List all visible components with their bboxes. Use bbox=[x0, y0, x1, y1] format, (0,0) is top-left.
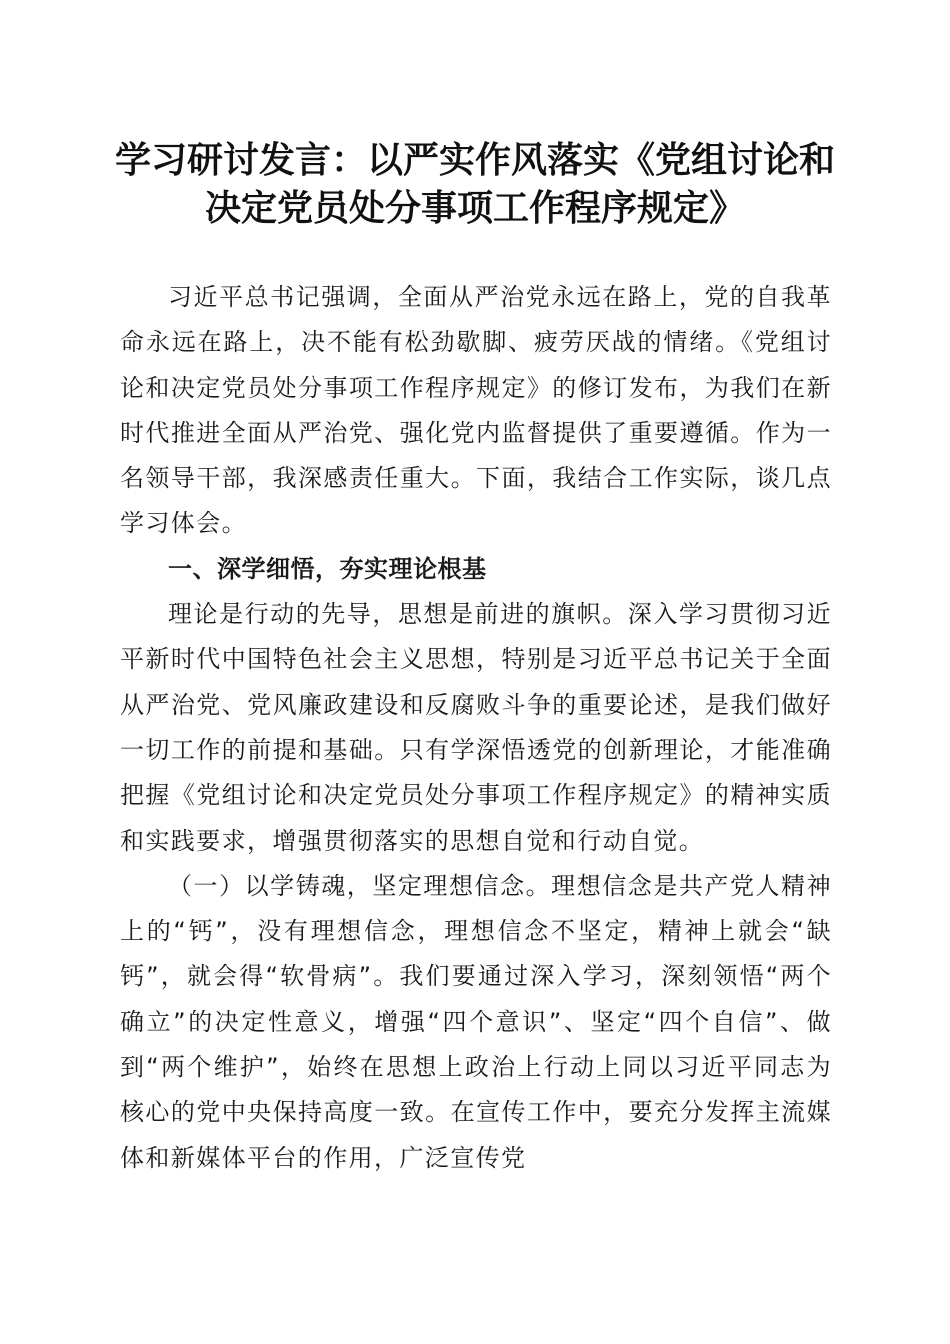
title-line-2: 决定党员处分事项工作程序规定》 bbox=[204, 187, 745, 229]
paragraph-theory: 理论是行动的先导，思想是前进的旗帜。深入学习贯彻习近平新时代中国特色社会主义思想，特别是习近平总书记关于全面从严治党、党风廉政建设和反腐败斗争的重要论述，是我们做好一切工作的前提和基础。只有学深悟透党的创新理论，才能准确把握《党组讨论和决定党员处分事项工作程序规定》的精神实质和实践要求，增强贯彻落实的思想自觉和行动自觉。 bbox=[120, 600, 832, 855]
document-body bbox=[120, 275, 832, 1181]
section-heading-1: 一、深学细悟，夯实理论根基 bbox=[168, 554, 487, 583]
paragraph-intro: 习近平总书记强调，全面从严治党永远在路上，党的自我革命永远在路上，决不能有松劲歇脚、疲劳厌战的情绪。《党组讨论和决定党员处分事项工作程序规定》的修订发布，为我们在新时代推进全面从严治党、强化党内监督提供了重要遵循。作为一名领导干部，我深感责任重大。下面，我结合工作实际，谈几点学习体会。 bbox=[120, 283, 832, 538]
document-title bbox=[100, 136, 850, 232]
paragraph-subsection-1: （一）以学铸魂，坚定理想信念。理想信念是共产党人精神上的“钙”，没有理想信念，理想信念不坚定，精神上就会“缺钙”，就会得“软骨病”。我们要通过深入学习，深刻领悟“两个确立”的决定性意义，增强“四个意识”、坚定“四个自信”、做到“两个维护”，始终在思想上政治上行动上同以习近平同志为核心的党中央保持高度一致。在宣传工作中，要充分发挥主流媒体和新媒体平台的作用，广泛宣传党 bbox=[120, 871, 832, 1172]
title-line-1: 学习研讨发言：以严实作风落实《党组讨论和 bbox=[114, 139, 835, 181]
